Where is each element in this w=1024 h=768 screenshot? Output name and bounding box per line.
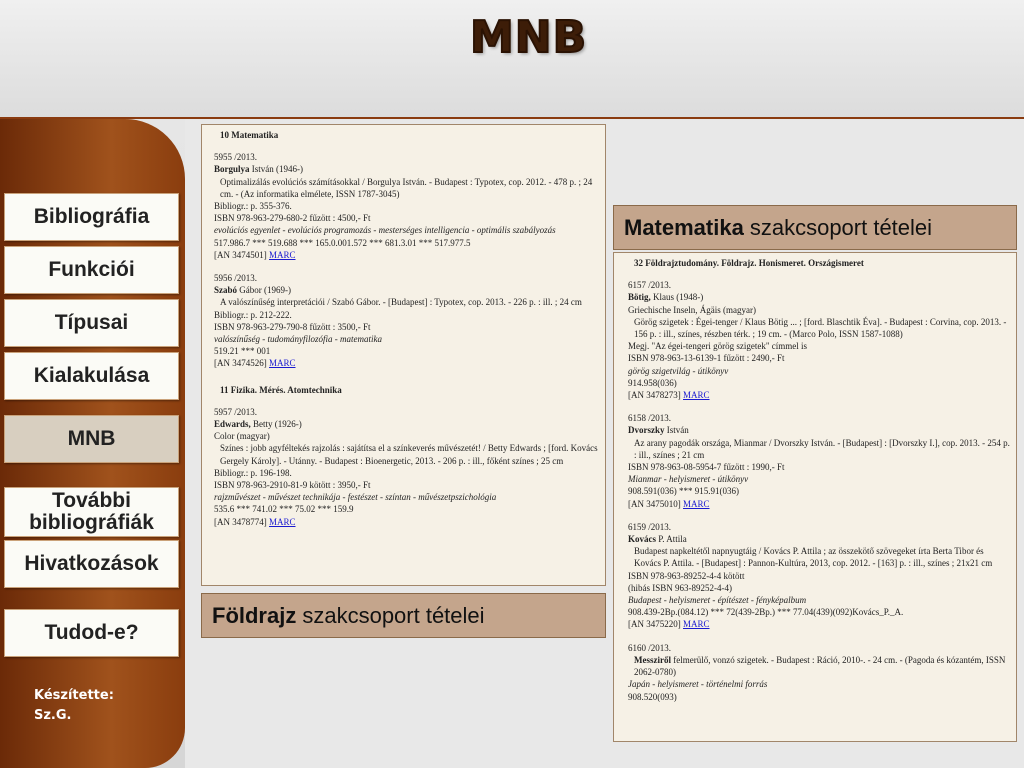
record-title: Optimalizálás evolúciós számításokkal / Borgulya István. - Budapest : Typotex, cop. 2012. - 478 p. ; 24 cm. - (Az informatika elmélete, ISSN 1787-3045) — [220, 176, 593, 199]
record-isbn: ISBN 978-963-13-6139-1 fűzött : 2490,- Ft — [628, 353, 785, 364]
section-title: 32 Földrajztudomány. Földrajz. Honismeret. Országismeret — [634, 258, 864, 268]
left-record-panel — [201, 124, 606, 586]
record-original-title: Color (magyar) — [214, 431, 270, 442]
author-credit — [34, 686, 114, 726]
record-an: [AN 3478273] MARC — [628, 390, 710, 401]
record-subjects: valószínűség - tudományfilozófia - matematika — [214, 334, 382, 345]
record-udc: 535.6 *** 741.02 *** 75.02 *** 159.9 — [214, 504, 354, 515]
record-number: 6157 /2013. — [628, 280, 672, 291]
record-author: Szabó Gábor (1969-) — [214, 285, 291, 296]
marc-link[interactable]: MARC — [269, 249, 296, 260]
nav-label: Hivatkozások — [24, 552, 159, 575]
record — [214, 151, 599, 261]
foldrajz-banner — [201, 593, 606, 638]
record — [628, 642, 1010, 703]
record-udc: 908.591(036) *** 915.91(036) — [628, 486, 739, 497]
marc-link[interactable]: MARC — [269, 358, 296, 369]
record-bibliography: Bibliogr.: p. 212-222. — [214, 309, 292, 320]
record-number: 6158 /2013. — [628, 413, 672, 424]
record-subjects: Japán - helyismeret - történelmi forrás — [628, 679, 768, 690]
banner-bold: Földrajz — [212, 602, 297, 628]
record-subjects: Budapest - helyismeret - építészet - fényképalbum — [628, 595, 807, 606]
section-title: 10 Matematika — [220, 130, 279, 140]
mnb-logo: MNB — [470, 12, 588, 63]
record-number: 5955 /2013. — [214, 152, 258, 163]
record-an: [AN 3474501] MARC — [214, 249, 296, 260]
banner-rest: szakcsoport tételei — [302, 602, 485, 628]
banner-rest: szakcsoport tételei — [749, 214, 933, 240]
record-bibliography: Bibliogr.: p. 355-376. — [214, 201, 292, 212]
matematika-banner — [613, 205, 1017, 250]
record-an: [AN 3478774] MARC — [214, 516, 296, 527]
author-label: Készítette: — [34, 688, 114, 703]
record-title: A valószínűség interpretációi / Szabó Gábor. - [Budapest] : Typotex, cop. 2013. - 226 p. : ill. ; 24 cm — [220, 297, 582, 308]
nav-label: MNB — [67, 427, 116, 450]
right-record-panel — [613, 252, 1017, 742]
marc-link[interactable]: MARC — [683, 390, 710, 401]
record-subjects: evolúciós egyenlet - evolúciós programozás - mesterséges intelligencia - optimális szabályozás — [214, 225, 556, 236]
record-udc: 519.21 *** 001 — [214, 346, 271, 357]
record — [628, 521, 1010, 631]
record-isbn: ISBN 978-963-279-680-2 fűzött : 4500,- Ft — [214, 213, 371, 224]
record-original-title: Griechische Inseln, Ágäis (magyar) — [628, 304, 756, 315]
marc-link[interactable]: MARC — [683, 619, 710, 630]
record-isbn-note: (hibás ISBN 963-89252-4-4) — [628, 582, 732, 593]
nav-label: Bibliográfia — [33, 205, 150, 228]
sidebar-item-tipusai[interactable] — [4, 299, 179, 347]
record-number: 6159 /2013. — [628, 521, 672, 532]
record-subjects: rajzművészet - művészet technikája - festészet - színtan - művészetpszichológia — [214, 492, 497, 503]
record-note: Megj. "Az égei-tengeri görög szigetek" címmel is — [628, 341, 808, 352]
record-udc: 914.958(036) — [628, 377, 677, 388]
sidebar-item-bibliografia[interactable] — [4, 193, 179, 241]
nav-label: Tudod-e? — [44, 621, 139, 644]
section-title: 11 Fizika. Mérés. Atomtechnika — [220, 384, 342, 395]
record-title: Budapest napkeltétől napnyugtáig / Kovács P. Attila ; az összekötő szövegeket írta Berta Tibor és Kovács P. Attila. - [Budapest] : Pannon-Kultúra, 2013, cop. 2012. - [163] p. : ill., színes ; 21x21 cm — [634, 546, 993, 569]
header — [0, 0, 1024, 118]
record-title: Színes : jobb agyféltekés rajzolás : sajátítsa el a színkeverés művészetét! / Betty Edwards ; [ford. Kovács Gergely Károly]. - Utánny. - Budapest : Bioenergetic, 2013. - 206 p. : ill., főként színes ; 25 cm — [220, 443, 598, 466]
record-isbn: ISBN 978-963-08-5954-7 fűzött : 1990,- Ft — [628, 462, 785, 473]
record — [628, 279, 1010, 401]
record-title: Az arany pagodák országa, Mianmar / Dvorszky István. - [Budapest] : [Dvorszky I.], cop. 2013. - 254 p. : ill., színes ; 21 cm — [634, 437, 1010, 460]
record — [628, 412, 1010, 510]
banner-bold: Matematika — [624, 214, 744, 240]
record-an: [AN 3475010] MARC — [628, 498, 710, 509]
record-bibliography: Bibliogr.: p. 196-198. — [214, 467, 292, 478]
record-author: Edwards, Betty (1926-) — [214, 419, 302, 430]
nav-label: Típusai — [54, 311, 129, 334]
record-udc: 517.986.7 *** 519.688 *** 165.0.001.572 *** 681.3.01 *** 517.977.5 — [214, 237, 471, 248]
sidebar-item-tovabbi-bibliografiak[interactable] — [4, 487, 179, 537]
record-author: Bötig, Klaus (1948-) — [628, 292, 704, 303]
record-number: 5957 /2013. — [214, 406, 258, 417]
record-udc: 908.439-2Bp.(084.12) *** 72(439-2Bp.) *** 77.04(439)(092)Kovács_P._A. — [628, 607, 904, 618]
author-name: Sz.G. — [34, 708, 72, 723]
record-subjects: Mianmar - helyismeret - útikönyv — [628, 474, 749, 485]
record-an: [AN 3475220] MARC — [628, 619, 710, 630]
record — [214, 272, 599, 370]
record-isbn: ISBN 978-963-279-790-8 fűzött : 3500,- Ft — [214, 321, 371, 332]
record-author: Dvorszky István — [628, 425, 689, 436]
record-number: 6160 /2013. — [628, 642, 672, 653]
record-title: Görög szigetek : Égei-tenger / Klaus Bötig ... ; [ford. Blaschtik Éva]. - Budapest : Corvina, cop. 2013. - 156 p. : ill., színes, részben térk. ; 19 cm. - (Marco Polo, ISSN 1587-1088) — [634, 316, 1007, 340]
sidebar-item-kialakulasa[interactable] — [4, 352, 179, 400]
record-title: Messziről felmerülő, vonzó szigetek. - Budapest : Ráció, 2010-. - 24 cm. - (Pagoda és kózantém, ISSN 2062-0780) — [634, 654, 1006, 678]
nav-label: Kialakulása — [33, 364, 150, 387]
sidebar-item-hivatkozasok[interactable] — [4, 540, 179, 588]
sidebar-item-tudod-e[interactable] — [4, 609, 179, 657]
record-an: [AN 3474526] MARC — [214, 358, 296, 369]
record-number: 5956 /2013. — [214, 273, 258, 284]
record-author: Kovács P. Attila — [628, 534, 687, 545]
record — [214, 406, 599, 528]
nav-label: Funkciói — [48, 258, 135, 281]
record-subjects: görög szigetvilág - útikönyv — [628, 365, 729, 376]
record-author: Borgulya István (1946-) — [214, 164, 304, 175]
marc-link[interactable]: MARC — [683, 498, 710, 509]
sidebar-item-funkcioi[interactable] — [4, 246, 179, 294]
record-isbn: ISBN 978-963-2910-81-9 kötött : 3950,- Ft — [214, 480, 371, 491]
nav-label: További bibliográfiák — [29, 489, 154, 534]
sidebar-item-mnb[interactable] — [4, 415, 179, 463]
record-isbn: ISBN 978-963-89252-4-4 kötött — [628, 570, 745, 581]
record-udc: 908.520(093) — [628, 691, 677, 702]
marc-link[interactable]: MARC — [269, 516, 296, 527]
